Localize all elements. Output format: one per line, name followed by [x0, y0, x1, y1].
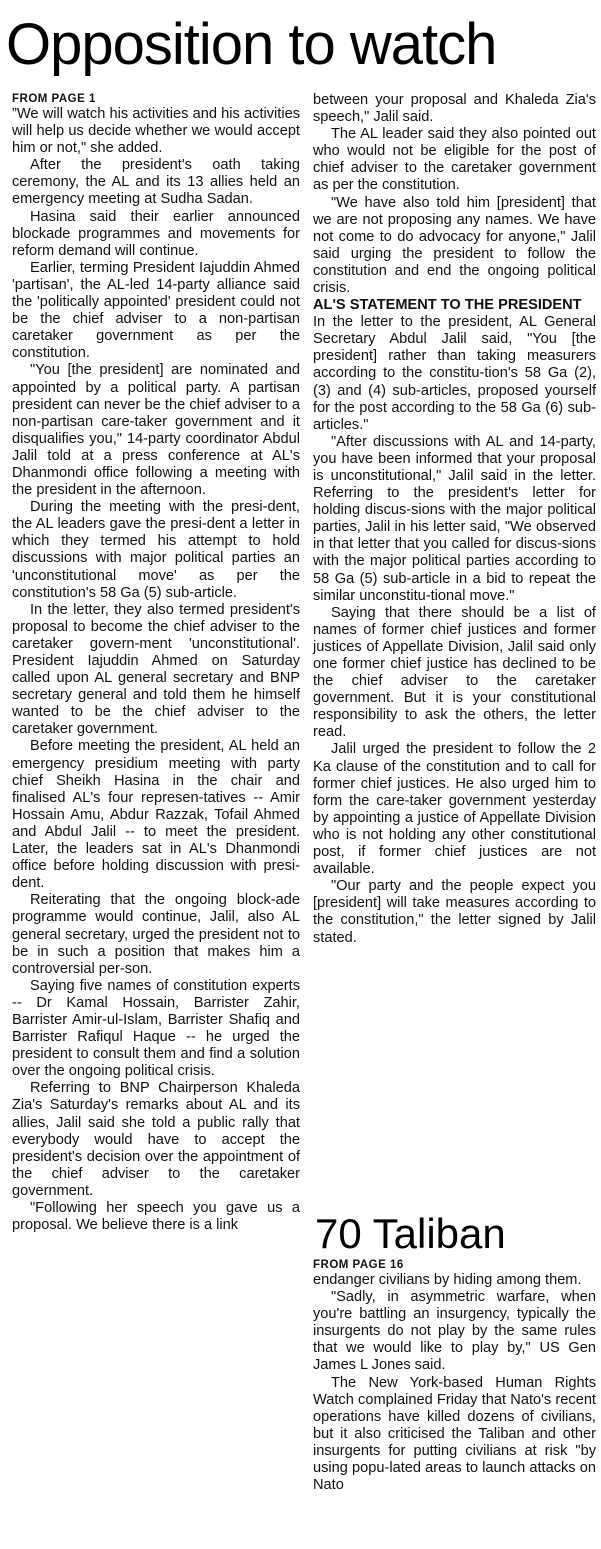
paragraph: Jalil urged the president to follow the 2 Ka clause of the constitution and to call for former chief justices. He also urged him to form the care-taker government yesterday by appointing a justice of Appellate Division who is not holding any other constitutional post, if former chief justices are not available.: [313, 741, 596, 878]
paragraph: Before meeting the president, AL held an emergency presidium meeting with party chief Sheikh Hasina in the chair and finalised AL's four represen-tatives -- Amir Hossain Amu, Abdur Razzak, Tofail Ahmed and Abdul Jalil -- to meet the president. Later, the leaders sat in AL's Dhanmondi office before holding discussion with presi-dent.: [12, 738, 300, 892]
subheading: AL'S STATEMENT TO THE PRESIDENT: [313, 297, 582, 314]
paragraph: Saying five names of constitution experts -- Dr Kamal Hossain, Barrister Zahir, Barrister Amir-ul-Islam, Barrister Shafiq and Barrister Rafiqul Haque -- he urged the president to consult them and find a solution over the ongoing political crisis.: [12, 977, 300, 1080]
paragraph: Earlier, terming President Iajuddin Ahmed 'partisan', the AL-led 14-party alliance said the 'politically appointed' president could not be the chief adviser to a non-partisan caretaker government as per the constitution.: [12, 259, 300, 362]
paragraph: "Sadly, in asymmetric warfare, when you're battling an insurgency, typically the insurgents do not play by the same rules that we would like to play by," US Gen James L Jones said.: [313, 1289, 596, 1374]
paragraph: The AL leader said they also pointed out who would not be eligible for the post of chief adviser to the caretaker government as per the constitution.: [313, 126, 596, 194]
paragraph: "Following her speech you gave us a proposal. We believe there is a link: [12, 1200, 300, 1234]
paragraph: Referring to BNP Chairperson Khaleda Zia's Saturday's remarks about AL and its allies, Jalil said she told a public rally that everybody would have to accept the president's decision over the appointment of the chief adviser to the caretaker government.: [12, 1080, 300, 1199]
paragraph: between your proposal and Khaleda Zia's speech," Jalil said.: [313, 92, 596, 126]
second-article: [313, 1210, 596, 1494]
paragraph: "Our party and the people expect you [president] will take measures according to the constitution," the letter signed by Jalil stated.: [313, 878, 596, 946]
second-article-headline: 70 Taliban: [315, 1210, 506, 1257]
paragraph: Hasina said their earlier announced blockade programmes and movements for reform demand will continue.: [12, 208, 300, 259]
right-column: [313, 92, 596, 947]
left-column: [12, 92, 300, 1234]
paragraph: "We have also told him [president] that we are not proposing any names. We have not come to do advocacy for anyone," Jalil said urging the president to follow the constitution and end the ongoing political crisis.: [313, 194, 596, 297]
paragraph: "You [the president] are nominated and appointed by a political party. A partisan president can never be the chief adviser to a non-partisan care-taker government and it disqualifies you," 14-party coordinator Abdul Jalil told at a press conference at AL's Dhanmondi office following a meeting with the president in the afternoon.: [12, 362, 300, 499]
paragraph: Saying that there should be a list of names of former chief justices and former justices of Appellate Division, Jalil said only one former chief justice has declined to be the chief adviser to the caretaker government. But it is your constitutional responsibility to ask the others, the letter read.: [313, 604, 596, 741]
kicker-from-page-16: FROM PAGE 16: [313, 1259, 404, 1271]
article-headline: Opposition to watch: [6, 12, 497, 77]
paragraph: endanger civilians by hiding among them.: [313, 1272, 582, 1288]
paragraph: Reiterating that the ongoing block-ade programme would continue, Jalil, also AL general secretary, urged the president not to be in such a position that makes him a controversial per-son.: [12, 892, 300, 977]
kicker-from-page-1: FROM PAGE 1: [12, 93, 96, 105]
paragraph: In the letter, they also termed president's proposal to become the chief adviser to the caretaker govern-ment 'unconstitutional'. President Iajuddin Ahmed on Saturday called upon AL general secretary and BNP secretary general and told them he himself wanted to be the chief adviser to the caretaker government.: [12, 601, 300, 738]
paragraph: "After discussions with AL and 14-party, you have been informed that your proposal is unconstitutional," Jalil said in the letter. Referring to the president's letter for holding discus-sions with the major political parties, Jalil in his letter said, "We observed in that letter that you called for discus-sions with the major political parties according to 58 Ga (5) sub-article in a bid to repeat the similar unconstitu-tional move.": [313, 433, 596, 604]
paragraph: During the meeting with the presi-dent, the AL leaders gave the presi-dent a letter in which they termed his attempt to hold discussions with major political parties an 'unconstitutional move' as per the constitution's 58 Ga (5) sub-article.: [12, 499, 300, 601]
paragraph: In the letter to the president, AL General Secretary Abdul Jalil said, "You [the president] rather than taking measurers according to the constitu-tion's 58 Ga (2), (3) and (4) sub-articles, proposed yourself for the post according to the 58 Ga (6) sub-articles.": [313, 314, 596, 433]
paragraph: After the president's oath taking ceremony, the AL and its 13 allies held an emergency meeting at Sudha Sadan.: [12, 157, 300, 208]
paragraph: The New York-based Human Rights Watch complained Friday that Nato's recent operations have killed dozens of civilians, but it also criticised the Taliban and other insurgents for putting civilians at risk "by using popu-lated areas to launch attacks on Nato: [313, 1374, 596, 1494]
paragraph: ”We will watch his activities and his activities will help us decide whether we would accept him or not," she added.: [12, 106, 300, 157]
